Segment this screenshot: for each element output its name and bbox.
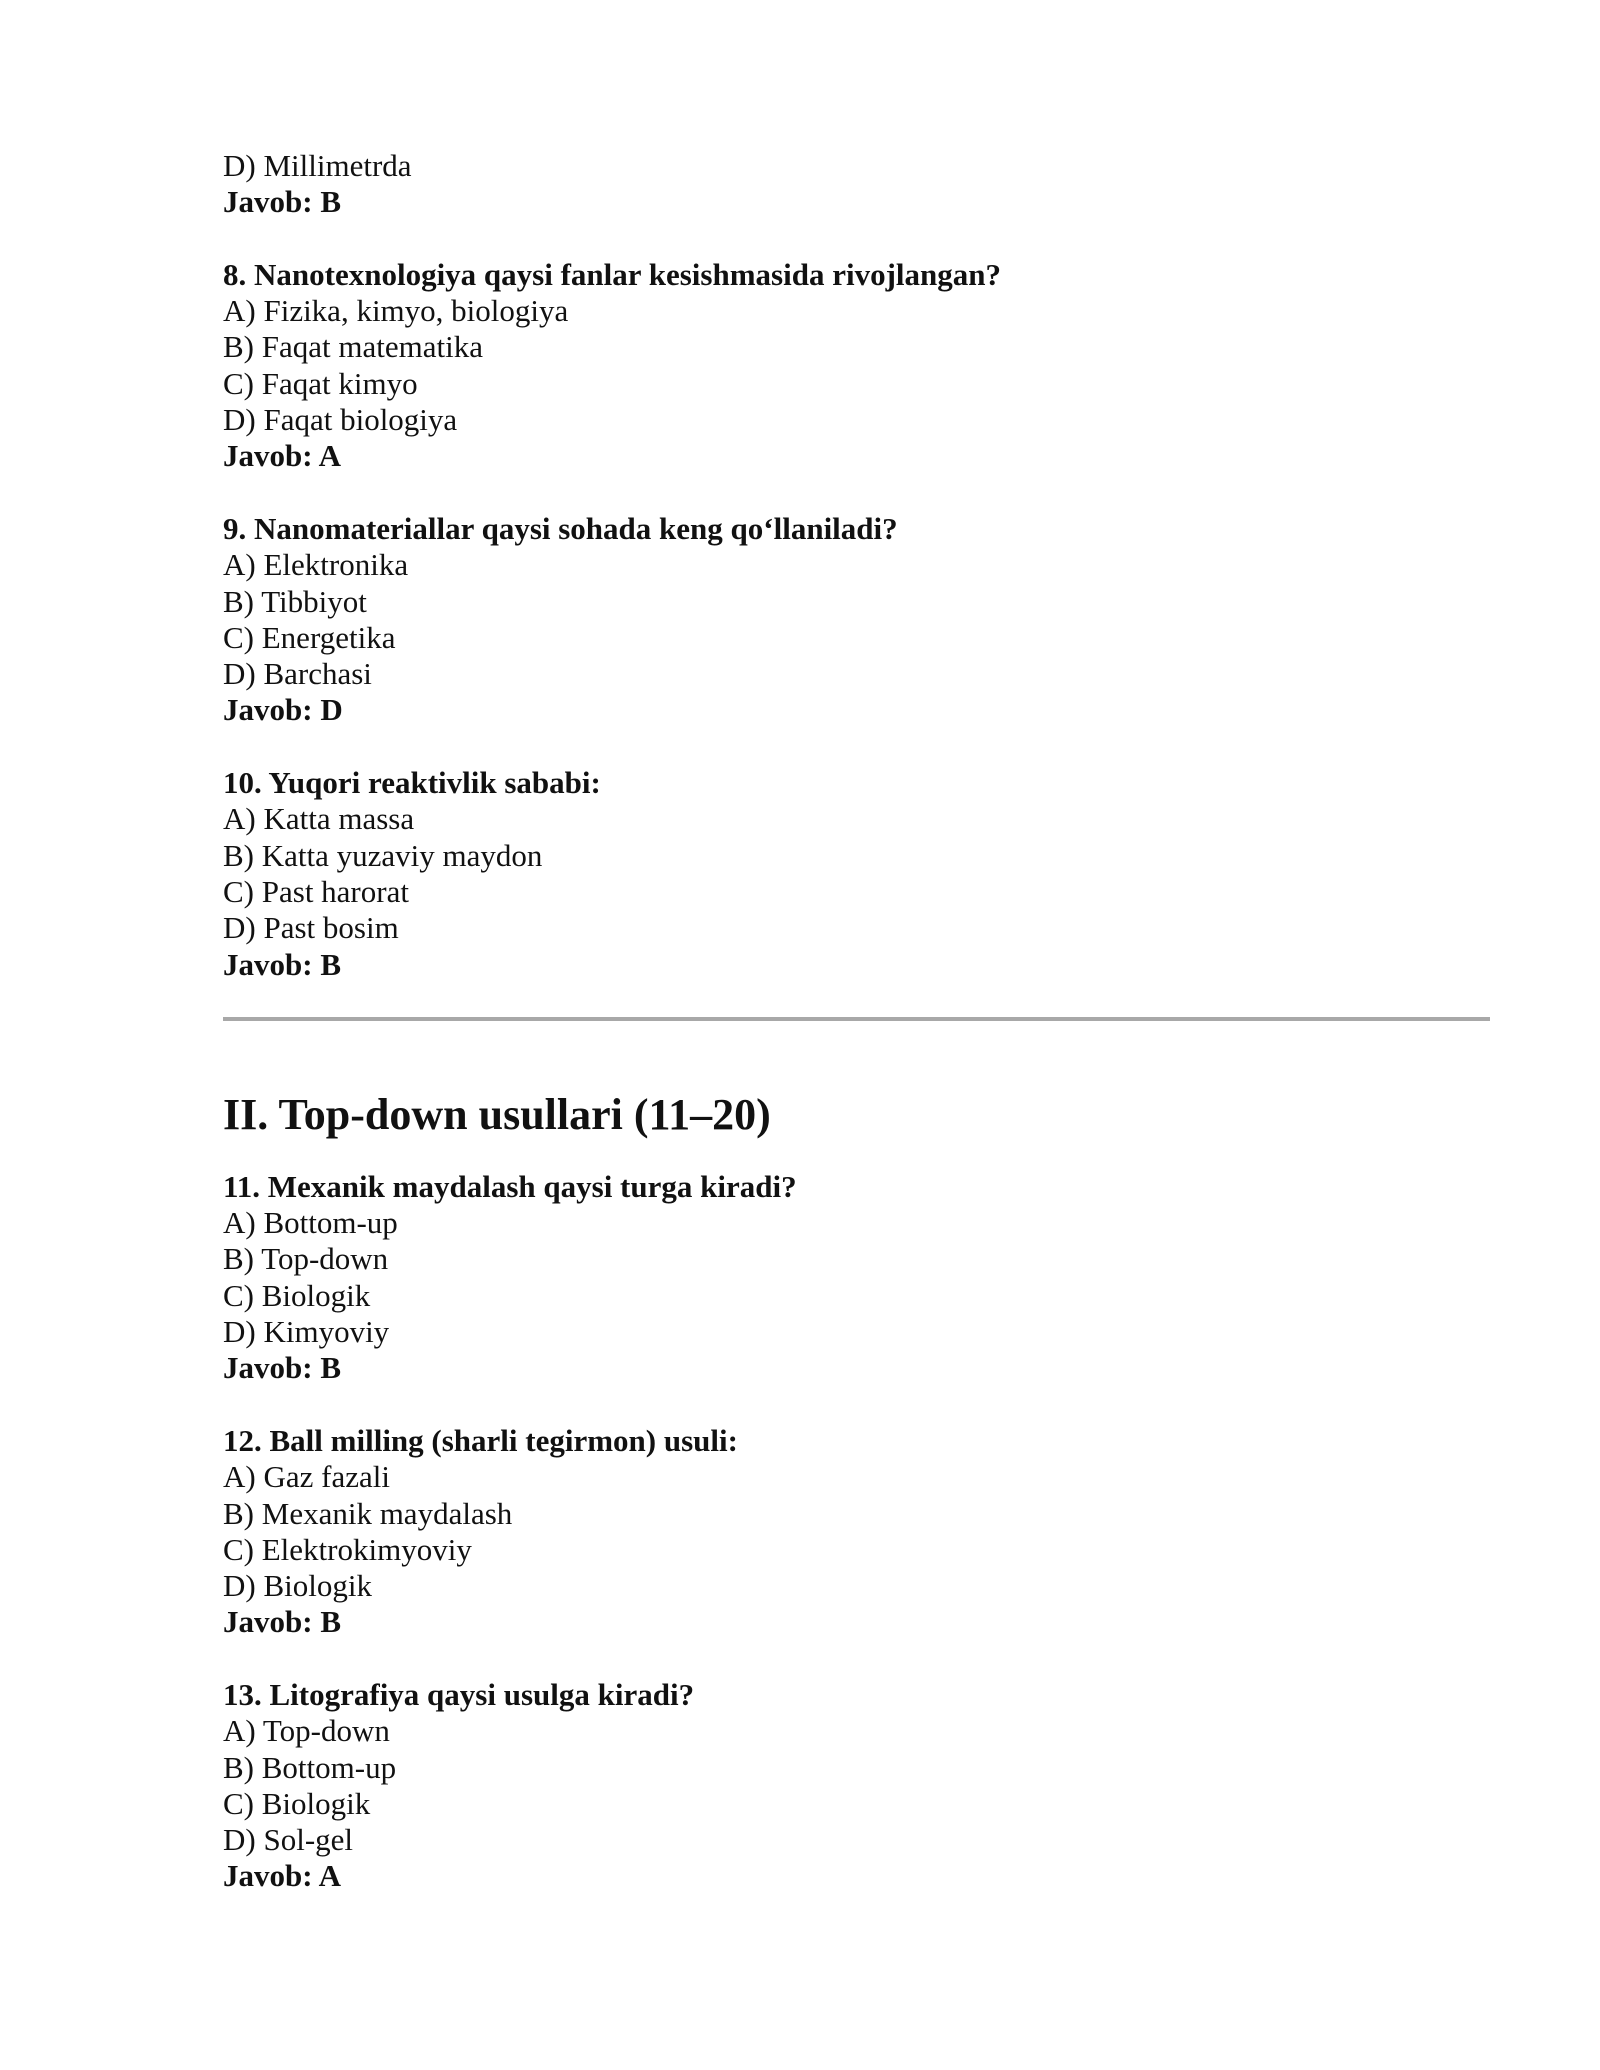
option-d: D) Faqat biologiya — [223, 402, 458, 438]
answer-line: Javob: A — [223, 438, 341, 474]
option-a: A) Elektronika — [223, 547, 409, 583]
option-d: D) Biologik — [223, 1568, 372, 1604]
question-8 — [223, 257, 1488, 475]
option-b: B) Mexanik maydalash — [223, 1495, 513, 1531]
section-divider — [223, 1017, 1490, 1021]
question-13 — [223, 1677, 1488, 1895]
option-c: C) Faqat kimyo — [223, 365, 418, 401]
option-a: A) Top-down — [223, 1713, 390, 1749]
answer-line: Javob: B — [223, 1350, 341, 1386]
option-d: D) Millimetrda — [223, 148, 412, 183]
option-c: C) Past harorat — [223, 873, 409, 909]
option-d: D) Kimyoviy — [223, 1314, 390, 1350]
option-b: B) Top-down — [223, 1241, 389, 1277]
option-a: A) Gaz fazali — [223, 1459, 390, 1495]
option-c: C) Biologik — [223, 1277, 371, 1313]
answer-line: Javob: B — [223, 184, 341, 220]
question-7-tail — [223, 148, 1488, 221]
document-page — [223, 148, 1488, 1895]
option-b: B) Katta yuzaviy maydon — [223, 837, 543, 873]
option-b: B) Bottom-up — [223, 1749, 397, 1785]
option-b: B) Faqat matematika — [223, 329, 483, 365]
question-10 — [223, 765, 1488, 983]
option-c: C) Biologik — [223, 1785, 371, 1821]
question-text: 13. Litografiya qaysi usulga kiradi? — [223, 1676, 695, 1712]
option-a: A) Katta massa — [223, 801, 415, 837]
option-c: C) Energetika — [223, 619, 396, 655]
question-9 — [223, 511, 1488, 729]
option-a: A) Fizika, kimyo, biologiya — [223, 293, 569, 329]
question-text: 10. Yuqori reaktivlik sababi: — [223, 765, 601, 801]
question-11 — [223, 1169, 1488, 1387]
question-text: 12. Ball milling (sharli tegirmon) usuli: — [223, 1422, 738, 1458]
option-b: B) Tibbiyot — [223, 583, 367, 619]
option-c: C) Elektrokimyoviy — [223, 1531, 472, 1567]
option-d: D) Barchasi — [223, 656, 372, 692]
option-d: D) Past bosim — [223, 910, 399, 946]
question-text: 8. Nanotexnologiya qaysi fanlar kesishmasida rivojlangan? — [223, 256, 1001, 292]
answer-line: Javob: B — [223, 1604, 341, 1640]
option-a: A) Bottom-up — [223, 1205, 398, 1241]
question-text: 11. Mexanik maydalash qaysi turga kiradi? — [223, 1168, 797, 1204]
answer-line: Javob: B — [223, 946, 341, 982]
section-heading: II. Top-down usullari (11–20) — [223, 1089, 771, 1139]
question-text: 9. Nanomateriallar qaysi sohada keng qo‘llaniladi? — [223, 510, 898, 546]
question-12 — [223, 1423, 1488, 1641]
option-d: D) Sol-gel — [223, 1822, 354, 1858]
answer-line: Javob: D — [223, 692, 343, 728]
answer-line: Javob: A — [223, 1858, 341, 1894]
